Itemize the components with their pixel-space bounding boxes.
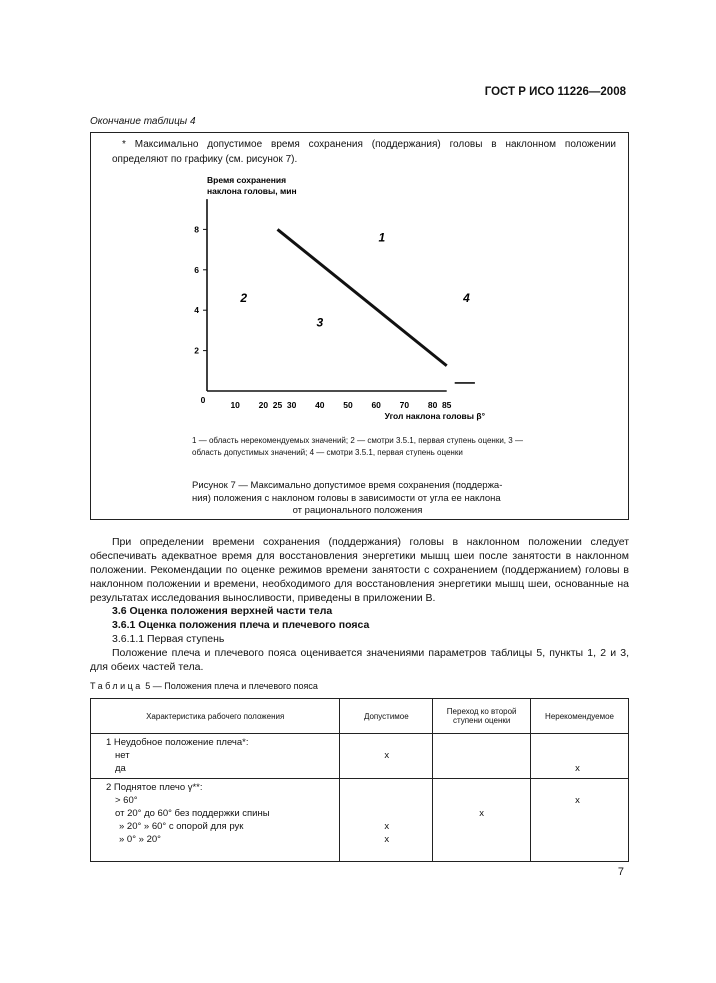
region-label-4: 4 <box>463 291 470 306</box>
y-tick-label-8: 8 <box>194 224 199 235</box>
x-tick-label-10: 10 <box>230 400 240 410</box>
row2-mark-second-stage: x <box>479 808 485 819</box>
table5-caption-rest: 5 — Положения плеча и плечевого пояса <box>142 681 318 691</box>
x-tick-label-20: 20 <box>258 400 269 410</box>
row2-title: 2 Поднятое плечо γ**: <box>106 782 203 793</box>
table5-caption <box>90 681 318 691</box>
x-tick-label-50: 50 <box>343 400 353 410</box>
x-axis-label: Угол наклона головы β° <box>384 411 485 421</box>
row2-mark-acceptable-b: x <box>384 834 390 845</box>
caption-line-1: Рисунок 7 — Максимально допустимое время сохранения (поддержа- <box>192 480 503 491</box>
row2-option-20-60-arm-support: » 20° » 60° с опорой для рук <box>119 821 244 832</box>
x-tick-label-60: 60 <box>371 400 381 410</box>
table4-footnote: * Максимально допустимое время сохранения (поддержания) головы в наклонном положении определяют по графику (см. рисунок 7). <box>112 139 616 165</box>
row1-mark-not-recommended: x <box>575 763 580 774</box>
table5-header-acceptable: Допустимое <box>340 699 433 734</box>
table5 <box>90 698 629 862</box>
caption-line-3: от рационального положения <box>292 505 423 516</box>
row1-mark-acceptable: x <box>384 750 390 761</box>
row2-option-20-60-no-support: от 20° до 60° без поддержки спины <box>115 808 270 819</box>
header-second-stage-line2: ступени оценки <box>452 716 511 725</box>
table-continuation-label: Окончание таблицы 4 <box>90 116 196 127</box>
y-tick-label-2: 2 <box>194 345 199 356</box>
row1-option-no: нет <box>115 750 130 761</box>
section-heading-3-6-1: 3.6.1 Оценка положения плеча и плечевого пояса <box>112 619 370 631</box>
region-label-2: 2 <box>240 291 248 306</box>
caption-line-2: ния) положения с наклоном головы в зависимости от угла ее наклона <box>192 492 501 504</box>
row2-mark-not-recommended: x <box>575 795 580 806</box>
limit-line-series-1 <box>278 229 447 365</box>
table-row <box>91 779 629 862</box>
x-tick-label-70: 70 <box>399 400 410 410</box>
header-second-stage-line1: Переход ко второй <box>446 707 517 716</box>
paragraph-recovery-time: При определении времени сохранения (поддержания) головы в наклонном положении следует обеспечивать адекватное время для восстановления энергетики мышц шеи после занятости в наклонном положении. Рекомендации по оценке режимов времени занятости с сохранением (поддержанием) головы в наклонном положении и времени, необходимого для восстановления энергетики мышц шеи, основанные на результатах исследования выносливости, приведены в приложении В. <box>90 536 629 604</box>
row1-option-yes: да <box>115 763 126 774</box>
y-tick-label-6: 6 <box>194 264 199 275</box>
x-tick-label-85: 85 <box>441 400 452 410</box>
table5-caption-word: Таблица <box>90 681 143 691</box>
table5-header-not-recommended: Нерекомендуемое <box>531 699 629 734</box>
paragraph-shoulder-evaluation: Положение плеча и плечевого пояса оценивается значениями параметров таблицы 5, пункты 1, 2 и 3, для обеих частей тела. <box>90 647 629 673</box>
table-row <box>91 734 629 779</box>
row2-option-0-20: » 0° » 20° <box>119 834 161 845</box>
section-heading-3-6-1-1: 3.6.1.1 Первая ступень <box>112 633 225 645</box>
row2-mark-acceptable-a: x <box>384 821 390 832</box>
origin-label: 0 <box>200 395 206 405</box>
row1-title: 1 Неудобное положение плеча*: <box>106 737 249 748</box>
x-tick-label-25: 25 <box>272 400 283 410</box>
x-tick-label-30: 30 <box>286 400 297 410</box>
region-label-3: 3 <box>316 315 324 330</box>
figure7-legend: 1 — область нерекомендуемых значений; 2 — смотри 3.5.1, первая ступень оценки, 3 — область допустимых значений; 4 — смотри 3.5.1, первая ступень оценки <box>192 436 523 457</box>
table5-header-characteristic: Характеристика рабочего положения <box>91 699 340 734</box>
table5-header-second-stage <box>433 699 531 734</box>
y-tick-label-4: 4 <box>194 305 199 316</box>
y-axis-label-line2: наклона головы, мин <box>207 186 297 196</box>
x-tick-label-80: 80 <box>427 400 438 410</box>
y-axis-label-line1: Время сохранения <box>207 175 287 185</box>
x-tick-label-40: 40 <box>315 400 325 410</box>
region-label-1: 1 <box>378 230 386 245</box>
document-code: ГОСТ Р ИСО 11226—2008 <box>484 86 626 98</box>
row2-option-over-60: > 60° <box>115 795 138 806</box>
page-number: 7 <box>617 866 624 878</box>
section-heading-3-6: 3.6 Оценка положения верхней части тела <box>112 605 333 617</box>
figure7-caption <box>192 480 523 518</box>
